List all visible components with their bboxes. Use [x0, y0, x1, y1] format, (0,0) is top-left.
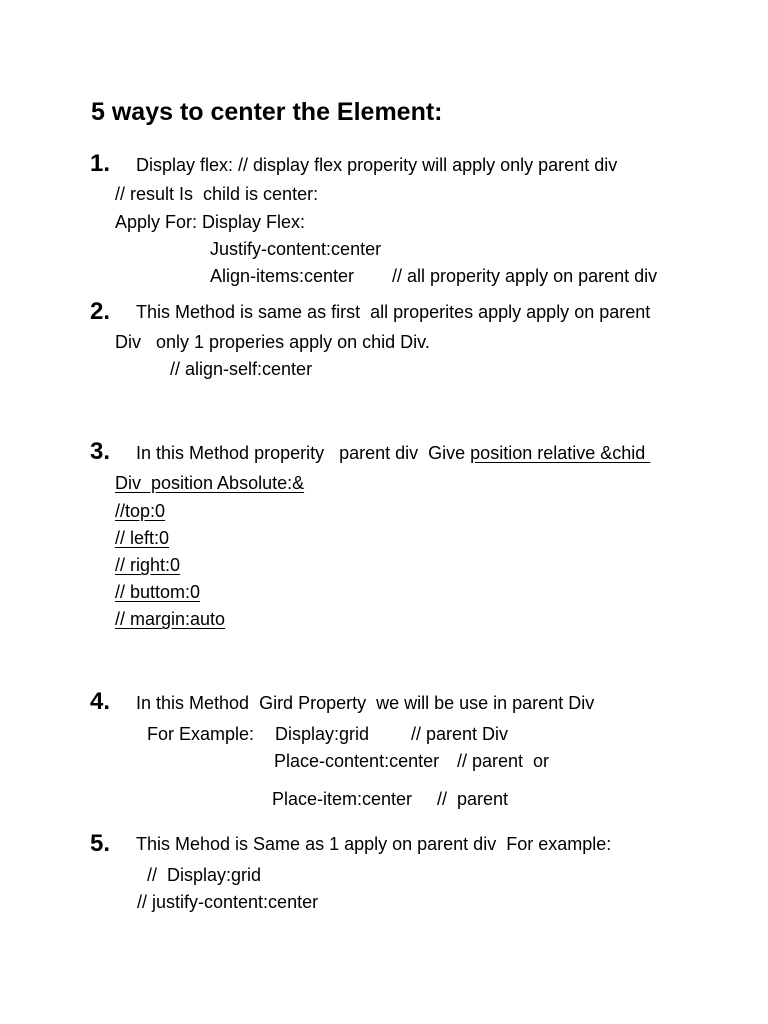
section-3-bottom: // buttom:0: [115, 582, 201, 602]
section-1-line-4: Justify-content:center: [210, 239, 382, 259]
section-3-line-1-text: In this Method properity parent div Give: [136, 443, 471, 463]
section-3-left: // left:0: [115, 528, 170, 548]
section-3-line-2: Div position Absolute:&: [115, 473, 305, 493]
section-1-line-1: Display flex: // display flex properity will apply only parent div: [136, 155, 618, 175]
section-2-number: 2.: [90, 298, 111, 325]
section-5-number: 5.: [90, 830, 111, 857]
section-3-line-1-underlined: position relative &chid: [470, 443, 651, 463]
section-5-line-3: // justify-content:center: [137, 892, 319, 912]
section-1-line-3: Apply For: Display Flex:: [115, 212, 306, 232]
section-1-number: 1.: [90, 150, 111, 177]
section-3-line-1: [136, 442, 650, 464]
section-3-margin: // margin:auto: [115, 609, 226, 629]
section-5-line-1: This Mehod is Same as 1 apply on parent div For example:: [136, 834, 612, 854]
section-3-number: 3.: [90, 438, 111, 465]
section-1-line-2: // result Is child is center:: [115, 184, 319, 204]
page-title: 5 ways to center the Element:: [91, 98, 443, 126]
section-4-comment-1: // parent Div: [411, 724, 509, 744]
section-2-line-2: Div only 1 properies apply on chid Div.: [115, 332, 430, 352]
section-4-example-label: For Example:: [147, 724, 255, 744]
section-4-code-3: Place-item:center: [272, 789, 413, 809]
section-1-line-5-comment: // all properity apply on parent div: [392, 266, 658, 286]
section-5-line-2: // Display:grid: [147, 865, 262, 885]
section-3-top: //top:0: [115, 501, 166, 521]
section-4-number: 4.: [90, 688, 111, 715]
section-2-line-3: // align-self:center: [170, 359, 313, 379]
section-4-comment-2: // parent or: [457, 751, 550, 771]
section-4-line-1: In this Method Gird Property we will be use in parent Div: [136, 693, 595, 713]
section-3-right: // right:0: [115, 555, 181, 575]
section-4-code-1: Display:grid: [275, 724, 370, 744]
section-4-comment-3: // parent: [437, 789, 509, 809]
section-2-line-1: This Method is same as first all properites apply apply on parent: [136, 302, 651, 322]
section-1-line-5: Align-items:center: [210, 266, 355, 286]
section-4-code-2: Place-content:center: [274, 751, 440, 771]
